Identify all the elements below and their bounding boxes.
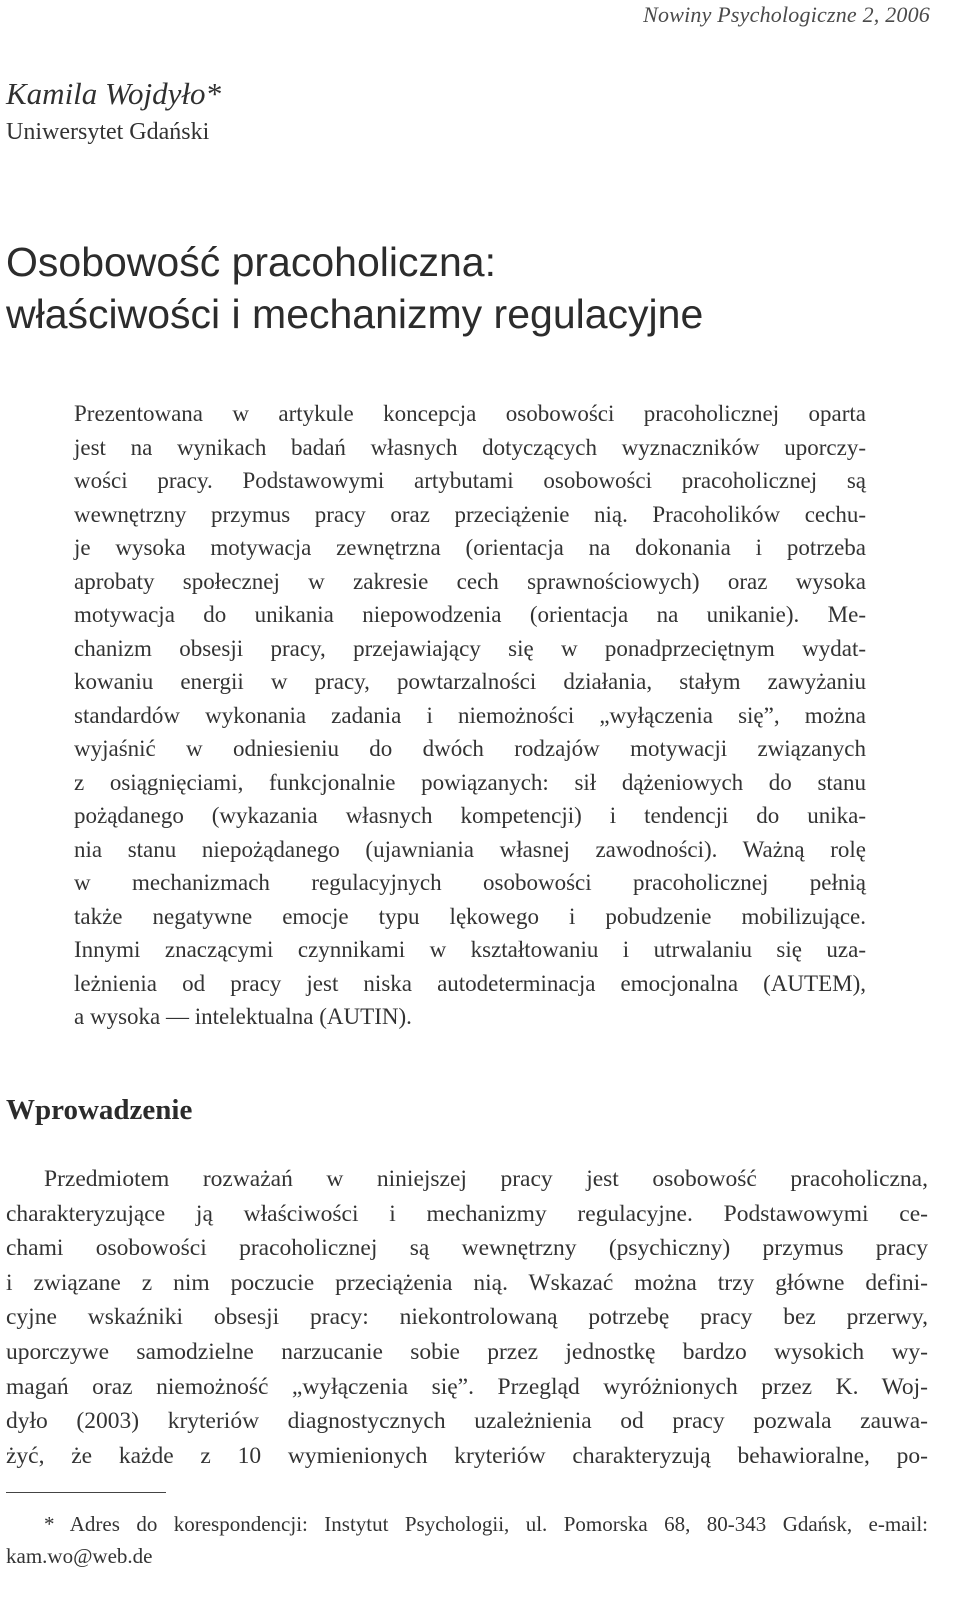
body-line: uporczywe samodzielne narzucanie sobie przez jednostkę bardzo wysokich wy- bbox=[6, 1338, 928, 1365]
abstract-line: w mechanizmach regulacyjnych osobowości pracoholicznej pełnią bbox=[74, 870, 866, 895]
body-line: żyć, że każde z 10 wymienionych kryteriów charakteryzują behawioralne, po- bbox=[6, 1442, 928, 1469]
abstract-line: Prezentowana w artykule koncepcja osobowości pracoholicznej oparta bbox=[74, 401, 866, 426]
abstract-line: je wysoka motywacja zewnętrzna (orientacja na dokonania i potrzeba bbox=[74, 535, 866, 560]
abstract-line: pożądanego (wykazania własnych kompetencji) i tendencji do unika- bbox=[74, 803, 866, 828]
abstract-line: wości pracy. Podstawowymi artybutami osobowości pracoholicznej są bbox=[74, 468, 866, 493]
abstract-line: wyjaśnić w odniesieniu do dwóch rodzajów motywacji związanych bbox=[74, 736, 866, 761]
article-title-line-2: właściwości i mechanizmy regulacyjne bbox=[6, 291, 704, 337]
abstract-line: kowaniu energii w pracy, powtarzalności działania, stałym zawyżaniu bbox=[74, 669, 866, 694]
body-line: charakteryzujące ją właściwości i mechanizmy regulacyjne. Podstawowymi ce- bbox=[6, 1200, 928, 1227]
abstract bbox=[74, 397, 866, 1034]
footnote-line: * Adres do korespondencji: Instytut Psychologii, ul. Pomorska 68, 80-343 Gdańsk, e-mail: bbox=[44, 1512, 928, 1536]
abstract-line: a wysoka — intelektualna (AUTIN). bbox=[74, 1004, 412, 1029]
footnote bbox=[6, 1508, 928, 1572]
body-line: cyjne wskaźniki obsesji pracy: niekontrolowaną potrzebę pracy bez przerwy, bbox=[6, 1304, 928, 1331]
body-line: Przedmiotem rozważań w niniejszej pracy jest osobowość pracoholiczna, bbox=[44, 1166, 928, 1192]
body-line: i związane z nim poczucie przeciążenia nią. Wskazać można trzy główne defini- bbox=[6, 1269, 928, 1296]
body-paragraph bbox=[6, 1162, 928, 1473]
footnote-divider bbox=[6, 1492, 166, 1493]
abstract-line: aprobaty społecznej w zakresie cech sprawnościowych) oraz wysoka bbox=[74, 568, 866, 594]
abstract-line: leżnienia od pracy jest niska autodeterminacja emocjonalna (AUTEM), bbox=[74, 970, 866, 996]
journal-citation: Nowiny Psychologiczne 2, 2006 bbox=[643, 2, 930, 27]
article-title-line-1: Osobowość pracoholiczna: bbox=[6, 239, 496, 285]
abstract-line: motywacja do unikania niepowodzenia (orientacja na unikanie). Me- bbox=[74, 602, 866, 627]
abstract-line: z osiągnięciami, funkcjonalnie powiązanych: sił dążeniowych do stanu bbox=[74, 769, 866, 795]
abstract-line: standardów wykonania zadania i niemożności „wyłączenia się”, można bbox=[74, 702, 866, 728]
article-title bbox=[6, 236, 703, 340]
body-line: chami osobowości pracoholicznej są wewnętrzny (psychiczny) przymus pracy bbox=[6, 1235, 928, 1262]
abstract-line: także negatywne emocje typu lękowego i pobudzenie mobilizujące. bbox=[74, 903, 866, 929]
author-affiliation: Uniwersytet Gdański bbox=[6, 119, 210, 145]
section-heading: Wprowadzenie bbox=[6, 1094, 193, 1126]
body-line: magań oraz niemożność „wyłączenia się”. Przegląd wyróżnionych przez K. Woj- bbox=[6, 1373, 928, 1400]
abstract-line: chanizm obsesji pracy, przejawiający się w ponadprzeciętnym wydat- bbox=[74, 635, 866, 661]
abstract-line: wewnętrzny przymus pracy oraz przeciążenie nią. Pracoholików cechu- bbox=[74, 501, 866, 527]
body-line: dyło (2003) kryteriów diagnostycznych uzależnienia od pracy pozwala zauwa- bbox=[6, 1408, 928, 1435]
author-name: Kamila Wojdyło* bbox=[6, 76, 222, 111]
abstract-line: nia stanu niepożądanego (ujawniania własnej zawodności). Ważną rolę bbox=[74, 836, 866, 862]
abstract-line: jest na wynikach badań własnych dotyczących wyznaczników uporczy- bbox=[74, 434, 866, 460]
footnote-email: kam.wo@web.de bbox=[6, 1544, 153, 1568]
abstract-line: Innymi znaczącymi czynnikami w kształtowaniu i utrwalaniu się uza- bbox=[74, 937, 866, 962]
